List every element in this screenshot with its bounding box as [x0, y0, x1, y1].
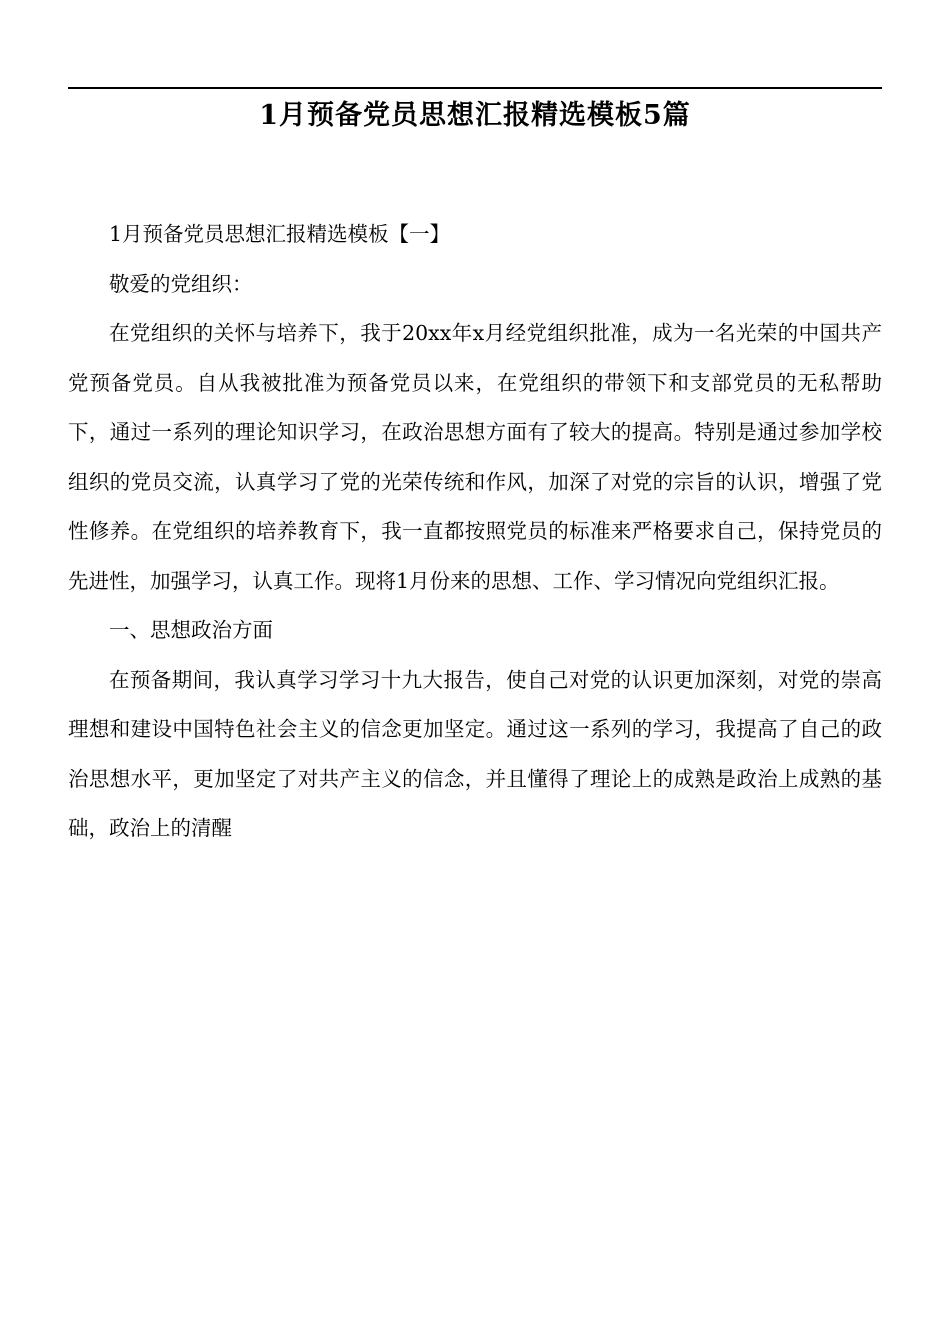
body-paragraph-2: 在预备期间，我认真学习学习十九大报告，使自己对党的认识更加深刻，对党的崇高理想和建设中国特色社会主义的信念更加坚定。通过这一系列的学习，我提高了自己的政治思想水平，更加坚定了对共产主义的信念，并且懂得了理论上的成熟是政治上成熟的基础，政治上的清醒 [68, 667, 882, 840]
document-body [68, 210, 882, 854]
document-title: 1月预备党员思想汇报精选模板5篇 [259, 100, 691, 131]
section-heading: 1月预备党员思想汇报精选模板【一】 [109, 222, 451, 246]
header-rule [68, 87, 882, 89]
body-paragraph-1: 在党组织的关怀与培养下，我于20xx年x月经党组织批准，成为一名光荣的中国共产党预备党员。自从我被批准为预备党员以来，在党组织的带领下和支部党员的无私帮助下，通过一系列的理论知识学习，在政治思想方面有了较大的提高。特别是通过参加学校组织的党员交流，认真学习了党的光荣传统和作风，加深了对党的宗旨的认识，增强了党性修养。在党组织的培养教育下，我一直都按照党员的标准来严格要求自己，保持党员的先进性，加强学习，认真工作。现将1月份来的思想、工作、学习情况向党组织汇报。 [68, 321, 882, 593]
salutation: 敬爱的党组织： [109, 271, 253, 296]
subheading-ideology: 一、思想政治方面 [109, 618, 273, 642]
